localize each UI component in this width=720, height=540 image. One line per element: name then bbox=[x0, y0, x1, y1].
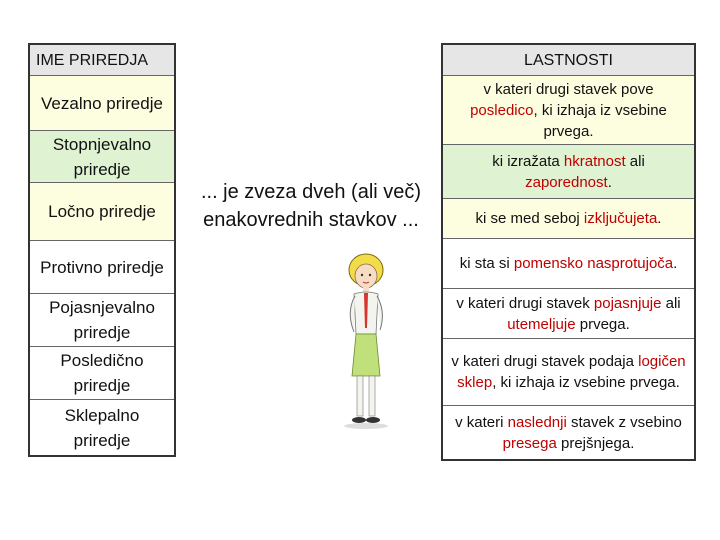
left-row-sklepalno bbox=[30, 399, 174, 455]
row-label: Protivno priredje bbox=[40, 257, 164, 277]
property-text: v kateri naslednji stavek z vsebino presega prejšnjega. bbox=[455, 413, 682, 452]
right-row-stopnjevalno bbox=[443, 144, 694, 198]
right-table bbox=[441, 43, 696, 461]
right-row-locno bbox=[443, 198, 694, 238]
left-row-protivno bbox=[30, 240, 174, 293]
left-row-vezalno bbox=[30, 75, 174, 130]
cartoon-girl-icon bbox=[330, 248, 400, 430]
property-text: ki izražata hkratnost ali zaporednost. bbox=[492, 152, 645, 191]
left-header bbox=[30, 45, 174, 75]
definition-line-1: ... je zveza dveh (ali več) bbox=[200, 181, 422, 203]
definition-text bbox=[180, 178, 442, 234]
row-label: Posledično priredje bbox=[60, 351, 144, 395]
row-label: Stopnjevalno priredje bbox=[52, 134, 152, 179]
right-row-sklepalno bbox=[443, 405, 694, 459]
property-text: ki sta si pomensko nasprotujoča. bbox=[459, 255, 678, 272]
right-header-label: LASTNOSTI bbox=[524, 51, 613, 69]
property-text: v kateri drugi stavek pove posledico, ki izhaja iz vsebine prvega. bbox=[470, 80, 667, 140]
left-table bbox=[28, 43, 176, 457]
left-row-stopnjevalno bbox=[30, 130, 174, 182]
right-row-protivno bbox=[443, 238, 694, 288]
right-row-posledicno bbox=[443, 338, 694, 405]
definition-line-2: enakovrednih stavkov ... bbox=[203, 209, 419, 231]
left-row-pojasnjevalno bbox=[30, 293, 174, 346]
right-row-pojasnjevalno bbox=[443, 288, 694, 338]
property-text: ki se med seboj izključujeta. bbox=[475, 210, 662, 227]
row-label: Sklepalno priredje bbox=[64, 405, 140, 450]
left-row-posledicno bbox=[30, 346, 174, 399]
row-label: Pojasnjevalno priredje bbox=[49, 298, 155, 342]
left-header-label: IME PRIREDJA bbox=[36, 51, 149, 69]
row-label: Vezalno priredje bbox=[41, 93, 163, 113]
row-label: Ločno priredje bbox=[48, 202, 156, 221]
property-text: v kateri drugi stavek pojasnjuje ali utemeljuje prvega. bbox=[456, 294, 681, 333]
right-row-vezalno bbox=[443, 75, 694, 144]
left-row-locno bbox=[30, 182, 174, 240]
property-text: v kateri drugi stavek podaja logičen sklep, ki izhaja iz vsebine prvega. bbox=[451, 353, 686, 391]
right-header bbox=[443, 45, 694, 75]
